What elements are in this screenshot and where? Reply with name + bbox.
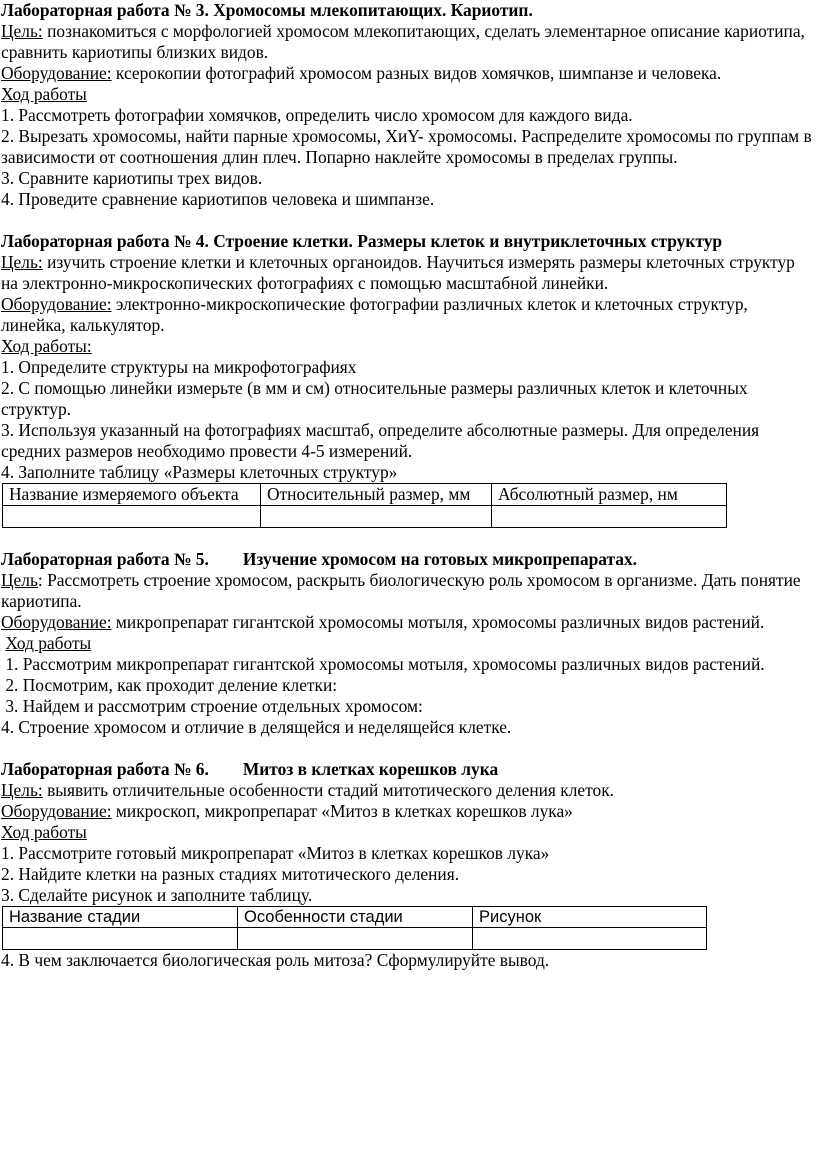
lab6-title-topic: Митоз в клетках корешков лука [242, 759, 499, 779]
lab5-title-topic: Изучение хромосом на готовых микропрепаратах. [242, 549, 638, 569]
lab3-step: 1. Рассмотреть фотографии хомячков, определить число хромосом для каждого вида. [1, 105, 633, 125]
lab3-equipment-label: Оборудование: [1, 63, 112, 83]
lab5-step: 1. Рассмотрим микропрепарат гигантской хромосомы мотыля, хромосомы различных видов растений. [1, 654, 765, 674]
table-header-cell: Абсолютный размер, нм [492, 484, 727, 506]
lab5-section [1, 549, 812, 738]
lab4-section [1, 231, 812, 528]
lab5-title-number: Лабораторная работа № 5. [1, 549, 209, 569]
lab6-goal-text: выявить отличительные особенности стадий митотического деления клеток. [42, 780, 614, 800]
lab6-title [1, 759, 812, 780]
lab6-step: 2. Найдите клетки на разных стадиях митотического деления. [1, 864, 460, 884]
table-cell[interactable] [473, 928, 707, 950]
lab6-equipment-text: микроскоп, микропрепарат «Митоз в клетках корешков лука» [111, 801, 573, 821]
lab3-step: 4. Проведите сравнение кариотипов человека и шимпанзе. [1, 189, 435, 209]
table-cell[interactable] [3, 506, 261, 528]
lab3-step: 3. Сравните кариотипы трех видов. [1, 168, 263, 188]
lab4-goal-text: изучить строение клетки и клеточных органоидов. Научиться измерять размеры клеточных структур на электронно-микроскопических фотографиях с помощью масштабной линейки. [1, 252, 795, 293]
lab5-title [1, 549, 812, 570]
table-cell[interactable] [492, 506, 727, 528]
lab6-title-number: Лабораторная работа № 6. [1, 759, 209, 779]
lab5-goal-label: Цель [1, 570, 38, 590]
lab5-equipment-text: микропрепарат гигантской хромосомы мотыля, хромосомы различных видов растений. [111, 612, 765, 632]
lab4-equipment-label: Оборудование: [1, 294, 112, 314]
lab5-goal [1, 570, 812, 612]
lab3-goal-text: познакомиться с морфологией хромосом млекопитающих, сделать элементарное описание кариотипа, сравнить кариотипы близких видов. [1, 21, 805, 62]
table-cell[interactable] [261, 506, 492, 528]
lab5-step: 2. Посмотрим, как проходит деление клетки: [1, 675, 338, 695]
lab4-equipment-text: электронно-микроскопические фотографии различных клеток и клеточных структур, линейка, калькулятор. [1, 294, 748, 335]
table-header-row [3, 907, 707, 928]
lab3-step: 2. Вырезать хромосомы, найти парные хромосомы, ХиY- хромосомы. Распределите хромосомы по группам в зависимости от соотношения длин плеч. Попарно наклейте хромосомы в пределах группы. [1, 126, 812, 167]
lab4-goal-label: Цель: [1, 252, 43, 272]
lab4-goal [1, 252, 812, 294]
table-header-cell: Особенности стадии [238, 907, 473, 928]
lab6-goal [1, 780, 812, 801]
lab5-steps-label: Ход работы [5, 633, 92, 653]
table-row [3, 506, 727, 528]
lab6-final-question: 4. В чем заключается биологическая роль митоза? Сформулируйте вывод. [1, 950, 550, 970]
lab3-goal-label: Цель: [1, 21, 43, 41]
lab6-equipment [1, 801, 812, 822]
lab4-step: 4. Заполните таблицу «Размеры клеточных структур» [1, 462, 398, 482]
lab5-step: 4. Строение хромосом и отличие в делящейся и неделящейся клетке. [1, 717, 512, 737]
lab4-step: 2. С помощью линейки измерьте (в мм и см) относительные размеры различных клеток и клеточных структур. [1, 378, 748, 419]
lab6-steps-label: Ход работы [1, 822, 87, 842]
lab3-equipment-text: ксерокопии фотографий хромосом разных видов хомячков, шимпанзе и человека. [111, 63, 722, 83]
table-header-cell: Относительный размер, мм [261, 484, 492, 506]
table-header-cell: Название стадии [3, 907, 238, 928]
mitosis-table [2, 906, 707, 950]
lab4-step: 3. Используя указанный на фотографиях масштаб, определите абсолютные размеры. Для определения средних размеров необходимо провести 4-5 измерений. [1, 420, 760, 461]
lab4-equipment [1, 294, 812, 336]
cell-size-table [2, 483, 727, 528]
lab6-step: 3. Сделайте рисунок и заполните таблицу. [1, 885, 313, 905]
lab5-equipment [1, 612, 812, 633]
lab3-title: Лабораторная работа № 3. Хромосомы млекопитающих. Кариотип. [1, 0, 533, 20]
lab5-steps-label-line [1, 633, 812, 654]
lab3-section [1, 0, 812, 210]
lab3-equipment [1, 63, 812, 84]
table-header-cell: Рисунок [473, 907, 707, 928]
lab3-goal [1, 21, 812, 63]
table-header-cell: Название измеряемого объекта [3, 484, 261, 506]
table-cell[interactable] [238, 928, 473, 950]
lab4-step: 1. Определите структуры на микрофотографиях [1, 357, 357, 377]
table-header-row [3, 484, 727, 506]
lab5-step: 3. Найдем и рассмотрим строение отдельных хромосом: [1, 696, 423, 716]
table-cell[interactable] [3, 928, 238, 950]
lab6-section [1, 759, 812, 971]
lab6-goal-label: Цель: [1, 780, 43, 800]
lab5-equipment-label: Оборудование: [1, 612, 112, 632]
lab6-equipment-label: Оборудование: [1, 801, 112, 821]
lab4-title: Лабораторная работа № 4. Строение клетки. Размеры клеток и внутриклеточных структур [1, 231, 723, 251]
table-row [3, 928, 707, 950]
lab6-step: 1. Рассмотрите готовый микропрепарат «Митоз в клетках корешков лука» [1, 843, 550, 863]
lab3-steps-label: Ход работы [1, 84, 87, 104]
lab5-goal-text: : Рассмотреть строение хромосом, раскрыть биологическую роль хромосом в организме. Дать понятие кариотипа. [1, 570, 801, 611]
lab4-steps-label: Ход работы: [1, 336, 92, 356]
